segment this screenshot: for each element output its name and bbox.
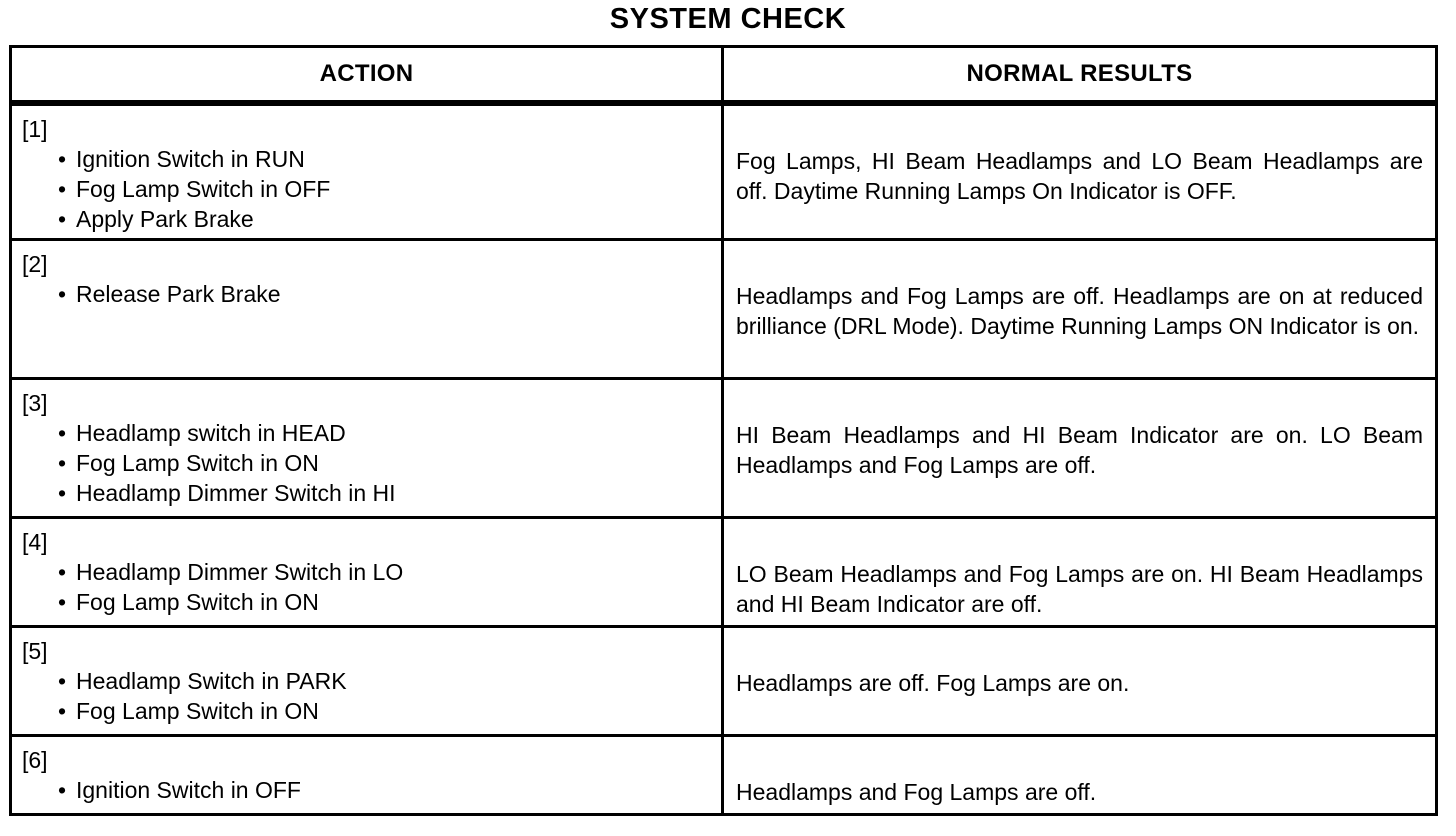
step-number: [4] [22, 529, 48, 555]
result-text: Headlamps are off. Fog Lamps are on. [736, 670, 1130, 696]
action-item: • Release Park Brake [58, 281, 281, 307]
result-cell [723, 627, 1437, 736]
result-text: Fog Lamps, HI Beam Headlamps and LO Beam Headlamps are off. Daytime Running Lamps On Indicator is OFF. [736, 148, 1423, 204]
action-item: • Ignition Switch in RUN [58, 146, 305, 172]
action-list [12, 279, 721, 309]
action-list [12, 557, 721, 617]
action-cell [11, 736, 723, 815]
action-column-header: ACTION [11, 47, 723, 104]
bullet-icon: • [58, 777, 67, 803]
result-text: LO Beam Headlamps and Fog Lamps are on. HI Beam Headlamps and HI Beam Indicator are off. [736, 561, 1423, 617]
result-cell [723, 240, 1437, 379]
page-title: SYSTEM CHECK [609, 3, 847, 35]
action-item: • Apply Park Brake [58, 206, 254, 232]
step-number: [2] [22, 251, 48, 277]
bullet-icon: • [58, 589, 67, 615]
table-row [11, 518, 1437, 627]
result-cell [723, 379, 1437, 518]
result-cell [723, 736, 1437, 815]
action-cell [11, 240, 723, 379]
table-row [11, 379, 1437, 518]
table-row [11, 103, 1437, 240]
action-cell [11, 379, 723, 518]
action-cell [11, 518, 723, 627]
bullet-icon: • [58, 281, 67, 307]
action-item: • Fog Lamp Switch in ON [58, 450, 319, 476]
step-number: [5] [22, 638, 48, 664]
bullet-icon: • [58, 206, 67, 232]
action-list [12, 144, 721, 234]
bullet-icon: • [58, 176, 67, 202]
action-item: • Headlamp switch in HEAD [58, 420, 346, 446]
action-list [12, 666, 721, 726]
system-check-table [9, 45, 1438, 816]
bullet-icon: • [58, 559, 67, 585]
action-list [12, 418, 721, 508]
bullet-icon: • [58, 698, 67, 724]
action-item: • Ignition Switch in OFF [58, 777, 301, 803]
table-row [11, 736, 1437, 815]
action-item: • Headlamp Dimmer Switch in LO [58, 559, 404, 585]
results-column-header: NORMAL RESULTS [723, 47, 1437, 104]
bullet-icon: • [58, 146, 67, 172]
table-header-row [11, 47, 1437, 104]
action-item: • Fog Lamp Switch in ON [58, 589, 319, 615]
step-number: [3] [22, 390, 48, 416]
table-row [11, 240, 1437, 379]
action-item: • Headlamp Switch in PARK [58, 668, 347, 694]
bullet-icon: • [58, 450, 67, 476]
action-item: • Headlamp Dimmer Switch in HI [58, 480, 396, 506]
action-cell [11, 627, 723, 736]
action-cell [11, 103, 723, 240]
result-text: Headlamps and Fog Lamps are off. Headlamps are on at reduced brilliance (DRL Mode). Daytime Running Lamps ON Indicator is on. [736, 283, 1423, 339]
step-number: [6] [22, 747, 48, 773]
bullet-icon: • [58, 668, 67, 694]
result-text: Headlamps and Fog Lamps are off. [736, 779, 1097, 805]
result-cell [723, 103, 1437, 240]
table-row [11, 627, 1437, 736]
bullet-icon: • [58, 420, 67, 446]
action-item: • Fog Lamp Switch in OFF [58, 176, 331, 202]
step-number: [1] [22, 116, 48, 142]
action-item: • Fog Lamp Switch in ON [58, 698, 319, 724]
action-list [12, 775, 721, 805]
result-cell [723, 518, 1437, 627]
bullet-icon: • [58, 480, 67, 506]
result-text: HI Beam Headlamps and HI Beam Indicator are on. LO Beam Headlamps and Fog Lamps are off. [736, 422, 1423, 478]
